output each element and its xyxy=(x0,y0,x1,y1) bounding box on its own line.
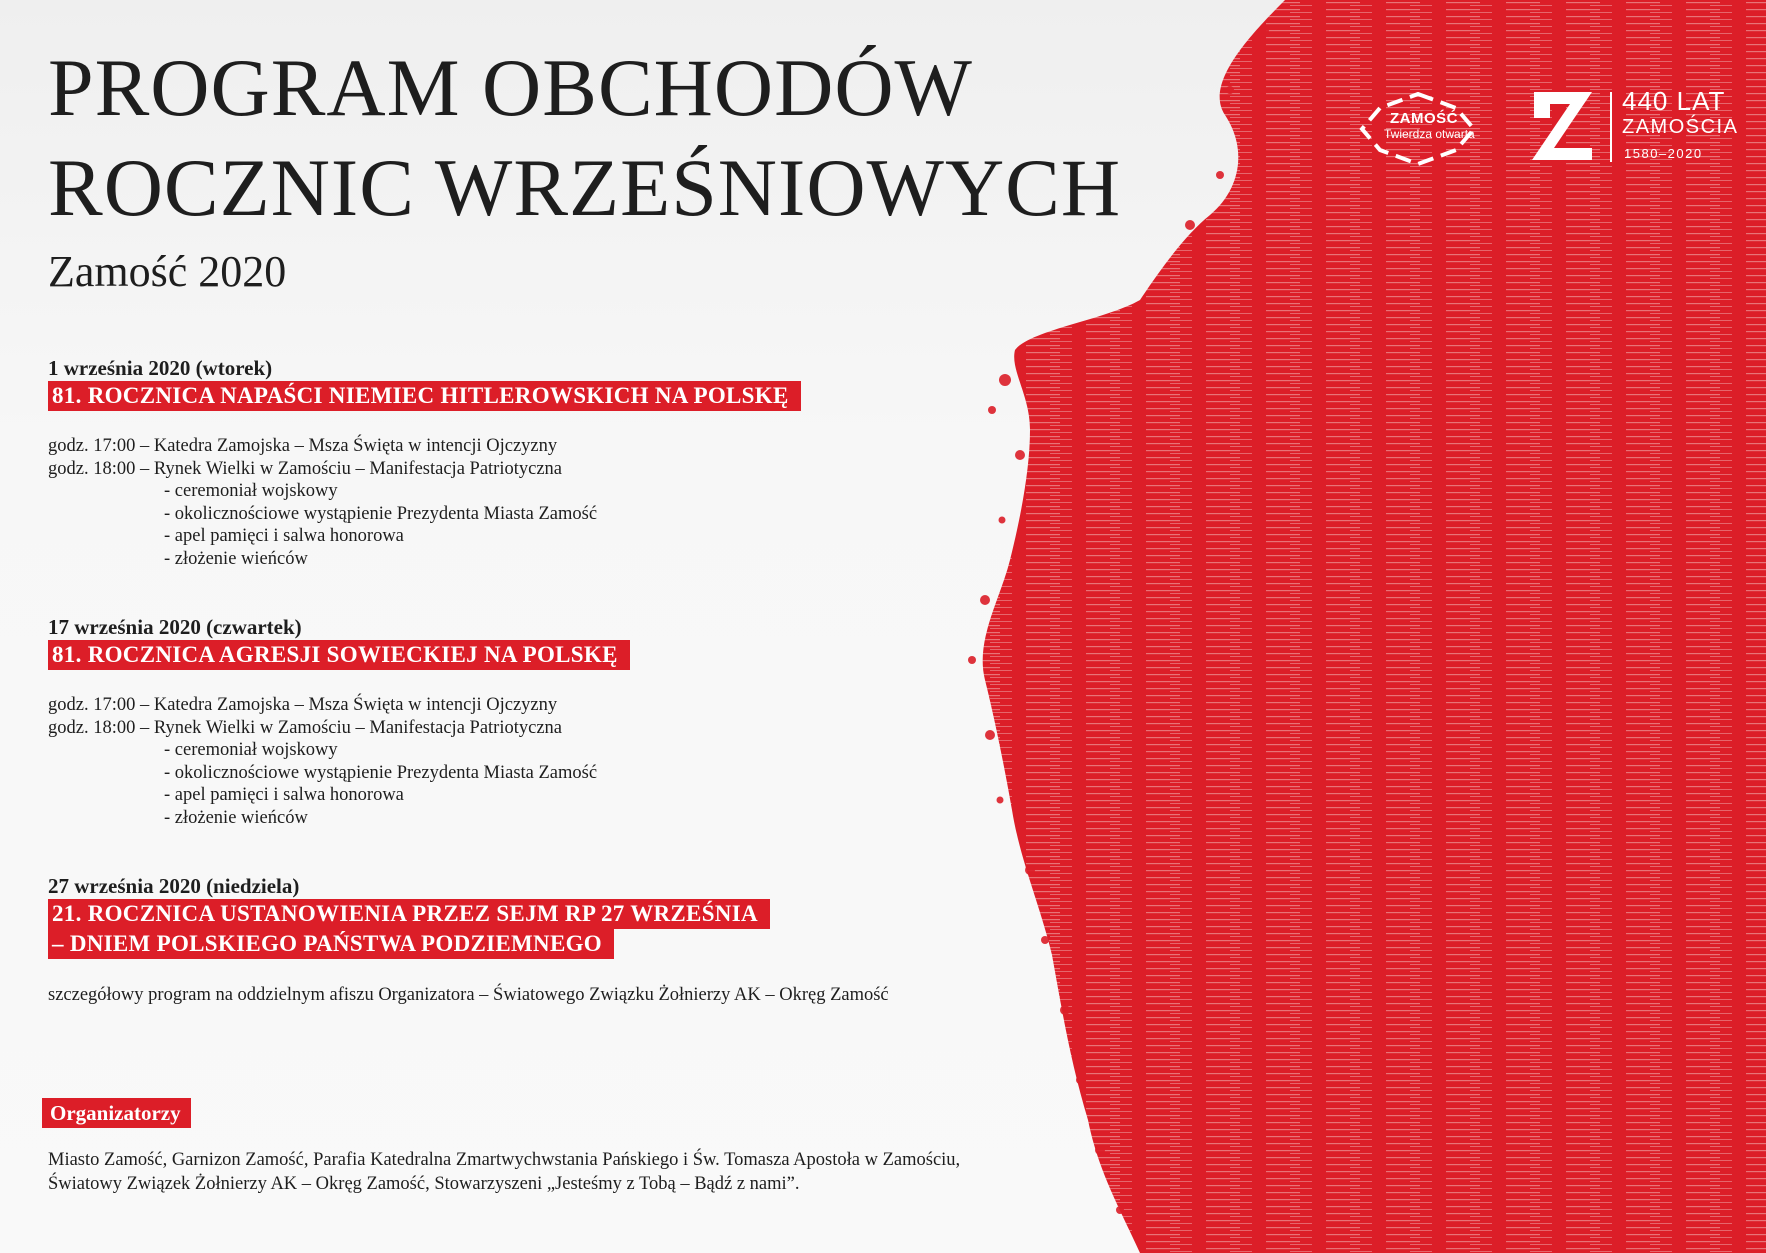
zamosc-logo xyxy=(1356,92,1480,166)
title-line-1: PROGRAM OBCHODÓW xyxy=(48,42,973,133)
anniversary-line-1: 440 LAT xyxy=(1622,86,1726,116)
schedule-subitem: - apel pamięci i salwa honorowa xyxy=(164,526,404,546)
event-headline-line-1: 21. ROCZNICA USTANOWIENIA PRZEZ SEJM RP 27 WRZEŚNIA xyxy=(48,899,770,929)
schedule-subitem: - ceremoniał wojskowy xyxy=(164,481,338,501)
event-note: szczegółowy program na oddzielnym afiszu Organizatora – Światowego Związku Żołnierzy AK – Okręg Zamość xyxy=(48,985,889,1005)
event-headline: 81. ROCZNICA NAPAŚCI NIEMIEC HITLEROWSKICH NA POLSKĘ xyxy=(48,381,801,411)
event-date: 27 września 2020 (niedziela) xyxy=(48,874,300,898)
page-title xyxy=(48,38,1121,238)
organizers-line-1: Miasto Zamość, Garnizon Zamość, Parafia Katedralna Zmartwychwstania Pańskiego i Św. Tomasza Apostoła w Zamościu, xyxy=(48,1150,961,1170)
event-section-1 xyxy=(48,356,801,570)
organizers-line-2: Światowy Związek Żołnierzy AK – Okręg Zamość, Stowarzyszeni „Jesteśmy z Tobą – Bądź z nami”. xyxy=(48,1174,800,1194)
schedule-subitem: - złożenie wieńców xyxy=(164,548,308,569)
anniversary-line-2: ZAMOŚCIA xyxy=(1622,116,1739,138)
schedule-subitem: - okolicznościowe wystąpienie Prezydenta Miasta Zamość xyxy=(164,503,598,524)
z-letter-icon xyxy=(1528,88,1598,164)
event-headline: 81. ROCZNICA AGRESJI SOWIECKIEJ NA POLSKĘ xyxy=(48,640,630,670)
page-subtitle: Zamość 2020 xyxy=(48,247,287,296)
event-section-3 xyxy=(48,874,770,959)
event-date: 17 września 2020 (czwartek) xyxy=(48,615,302,639)
event-schedule xyxy=(48,694,630,829)
title-line-2: ROCZNIC WRZEŚNIOWYCH xyxy=(48,142,1122,233)
schedule-item: godz. 17:00 – Katedra Zamojska – Msza Święta w intencji Ojczyzny xyxy=(48,436,558,456)
logo-divider xyxy=(1610,92,1612,162)
schedule-item: godz. 18:00 – Rynek Wielki w Zamościu – Manifestacja Patriotyczna xyxy=(48,717,562,738)
event-headline-line-2: – DNIEM POLSKIEGO PAŃSTWA PODZIEMNEGO xyxy=(48,929,614,959)
schedule-item: godz. 18:00 – Rynek Wielki w Zamościu – Manifestacja Patriotyczna xyxy=(48,458,562,479)
anniversary-years: 1580–2020 xyxy=(1624,146,1703,161)
schedule-subitem: - złożenie wieńców xyxy=(164,807,308,828)
schedule-subitem: - apel pamięci i salwa honorowa xyxy=(164,785,404,805)
zamosc-logo-name: ZAMOŚĆ xyxy=(1390,110,1458,127)
zamosc-logo-tagline: Twierdza otwarta xyxy=(1384,127,1475,141)
event-section-2 xyxy=(48,615,630,829)
schedule-subitem: - ceremoniał wojskowy xyxy=(164,740,338,760)
event-schedule xyxy=(48,435,801,570)
schedule-item: godz. 17:00 – Katedra Zamojska – Msza Święta w intencji Ojczyzny xyxy=(48,695,558,715)
organizers-label: Organizatorzy xyxy=(42,1098,191,1128)
organizers-list xyxy=(48,1148,960,1196)
event-date: 1 września 2020 (wtorek) xyxy=(48,356,273,380)
schedule-subitem: - okolicznościowe wystąpienie Prezydenta Miasta Zamość xyxy=(164,762,598,783)
